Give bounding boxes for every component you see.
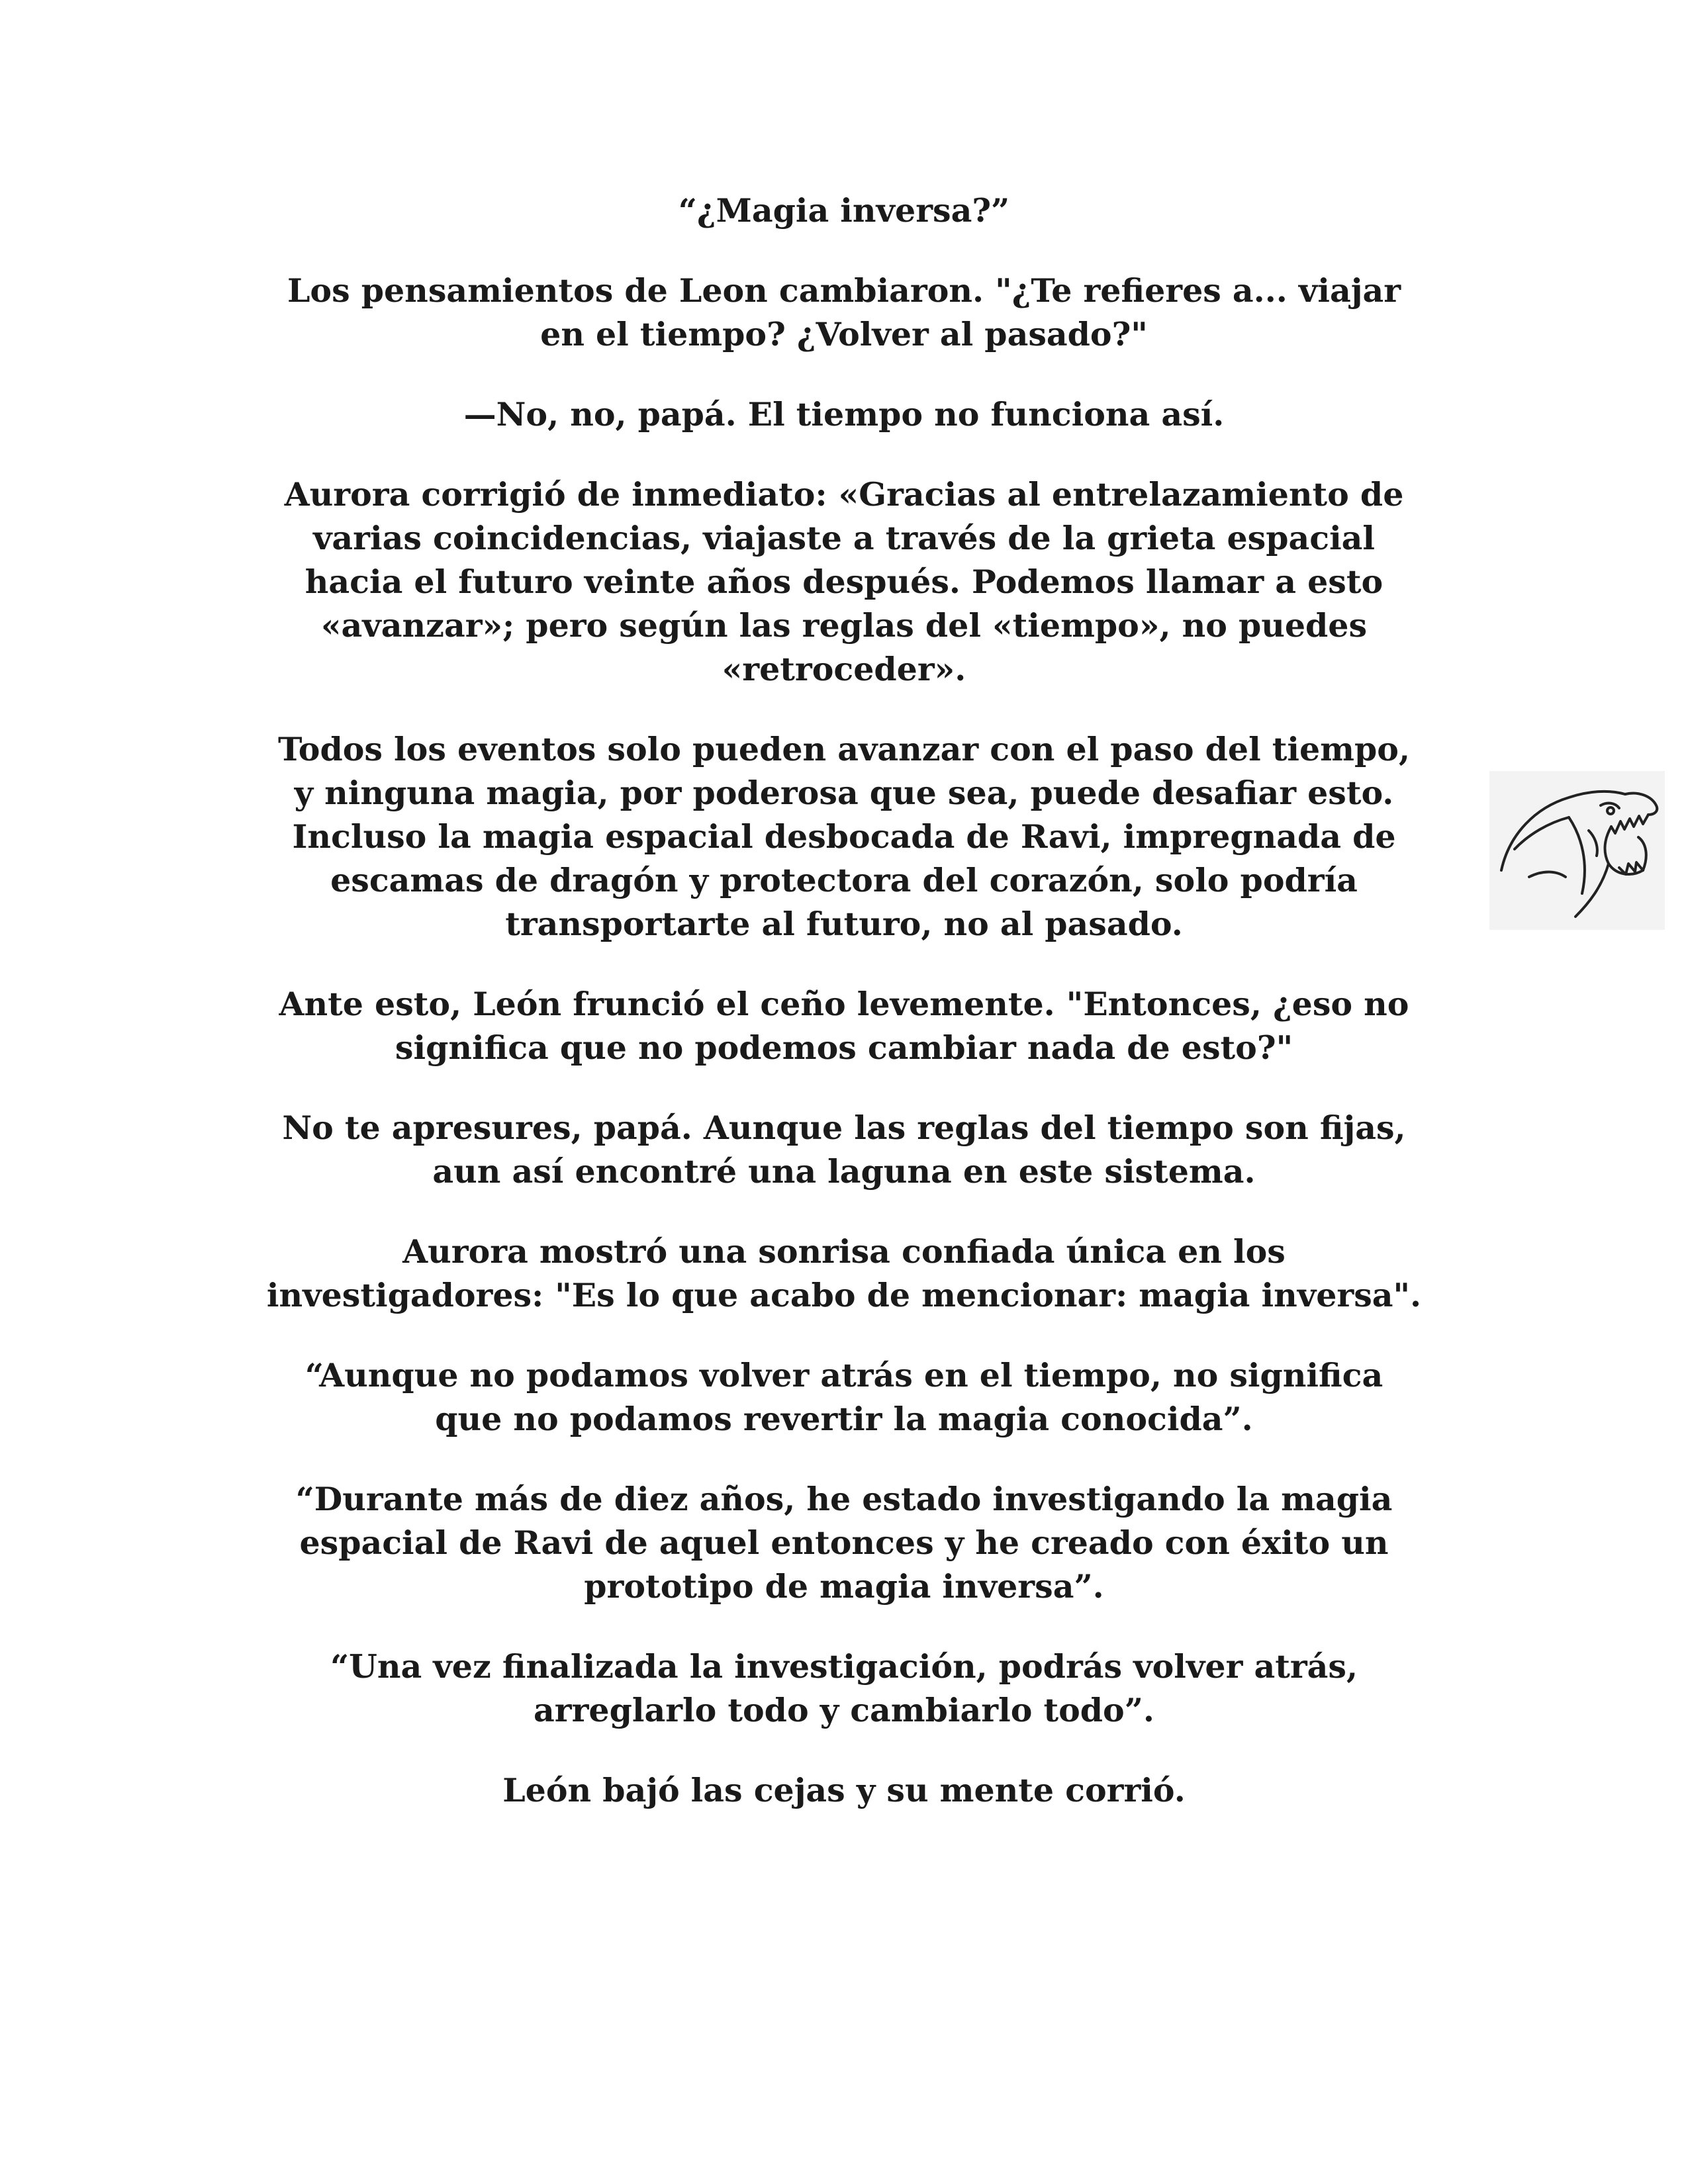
paragraph: “Una vez finalizada la investigación, podrás volver atrás, arreglarlo todo y cambiarlo todo”. — [330, 1647, 1358, 1729]
body-text — [225, 189, 1463, 1848]
paragraph: No te apresures, papá. Aunque las reglas del tiempo son fijas, aun así encontré una laguna en este sistema. — [282, 1109, 1406, 1191]
paragraph: —No, no, papá. El tiempo no funciona así. — [463, 395, 1225, 433]
paragraph: “¿Magia inversa?” — [678, 191, 1010, 230]
paragraph: Aurora corrigió de inmediato: «Gracias al entrelazamiento de varias coincidencias, viajaste a través de la grieta espacial hacia el futuro veinte años después. Podemos llamar a esto «avanzar»; pero según las reglas del «tiempo», no puedes «retroceder». — [284, 475, 1404, 688]
paragraph: “Durante más de diez años, he estado investigando la magia espacial de Ravi de aquel entonces y he creado con éxito un prototipo de magia inversa”. — [295, 1480, 1393, 1606]
paragraph: Ante esto, León frunció el ceño levemente. "Entonces, ¿eso no significa que no podemos cambiar nada de esto?" — [279, 985, 1409, 1067]
paragraph: León bajó las cejas y su mente corrió. — [502, 1771, 1186, 1809]
paragraph: Los pensamientos de Leon cambiaron. "¿Te refieres a... viajar en el tiempo? ¿Volver al pasado?" — [287, 271, 1401, 353]
paragraph: Aurora mostró una sonrisa confiada única en los investigadores: "Es lo que acabo de mencionar: magia inversa". — [266, 1232, 1422, 1314]
paragraph: “Aunque no podamos volver atrás en el tiempo, no significa que no podamos revertir la magia conocida”. — [305, 1356, 1383, 1438]
paragraph: Todos los eventos solo pueden avanzar con el paso del tiempo, y ninguna magia, por poderosa que sea, puede desafiar esto. Incluso la magia espacial desbocada de Ravi, impregnada de escamas de dragón y protectora del corazón, solo podría transportarte al futuro, no al pasado. — [277, 730, 1411, 943]
dinosaur-head-icon — [1489, 771, 1665, 930]
